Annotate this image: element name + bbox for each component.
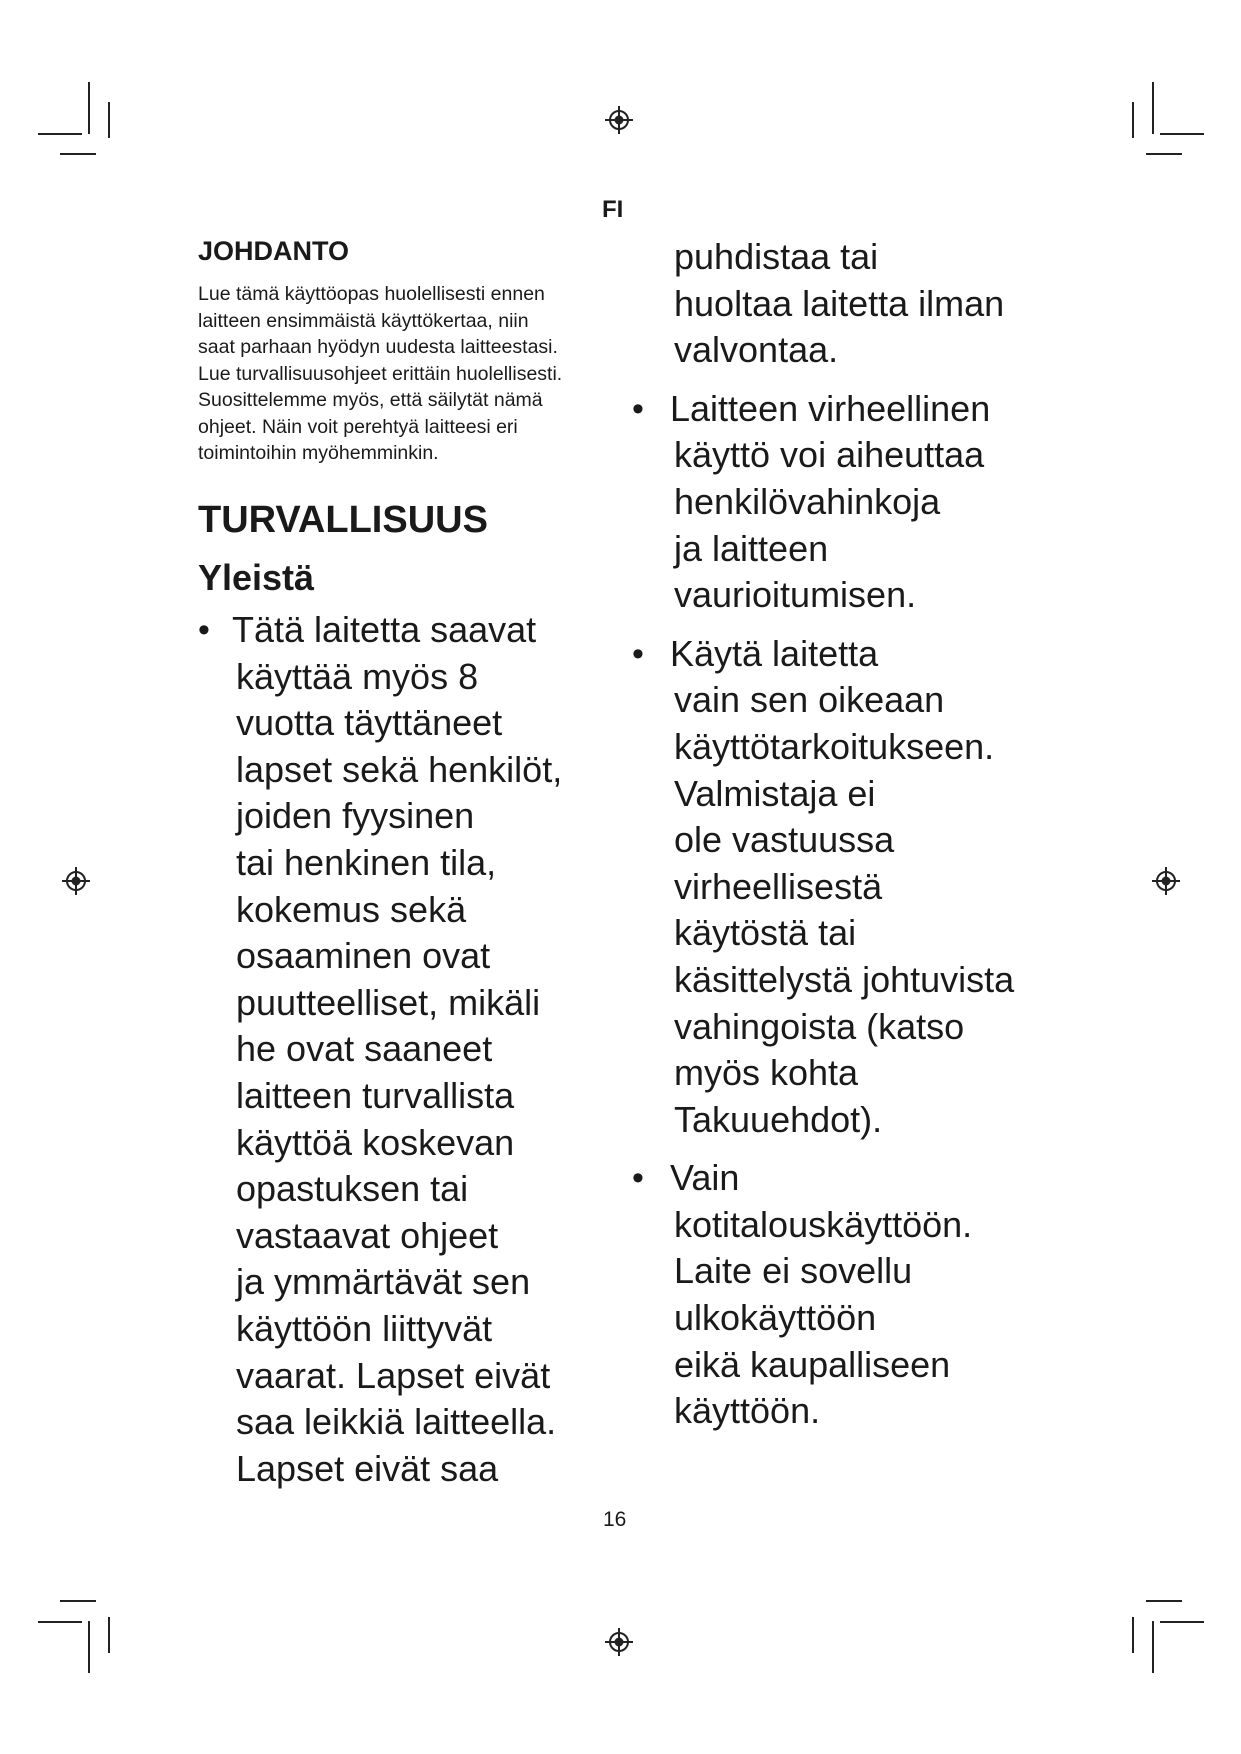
bullet-line: puhdistaa tai — [674, 236, 879, 277]
bullet-line: käyttöä koskevan — [236, 1121, 515, 1163]
bullet-line: vastaavat ohjeet — [236, 1214, 499, 1256]
crop-mark-bl-v2 — [108, 1617, 110, 1653]
bullet-line: huoltaa laitetta ilman — [674, 282, 1005, 324]
bullet-point: • — [198, 611, 210, 649]
crop-mark-bl-h — [60, 1600, 96, 1602]
bullet-line: kokemus sekä — [236, 888, 467, 930]
bullet-line: kotitalouskäyttöön. — [674, 1203, 973, 1245]
bullet-line: valvontaa. — [674, 329, 839, 371]
bullet-item-2 — [632, 386, 1082, 619]
crop-mark-tr-h2 — [1146, 153, 1182, 155]
bullet-line: Käytä laitetta — [670, 632, 879, 674]
registration-mark-icon — [604, 1627, 634, 1657]
bullet-line: lapset sekä henkilöt, — [236, 748, 563, 790]
bullet-line: eikä kaupalliseen — [674, 1343, 951, 1385]
crop-mark-br-h2 — [1160, 1621, 1204, 1623]
intro-line: Suosittelemme myös, että säilytät nämä — [198, 389, 543, 411]
bullet-line: saa leikkiä laitteella. — [236, 1401, 557, 1443]
bullet-line: joiden fyysinen — [236, 795, 475, 837]
bullet-item-4 — [632, 1155, 1082, 1435]
bullet-line: ole vastuussa — [674, 819, 895, 861]
intro-heading: JOHDANTO — [198, 236, 350, 266]
registration-mark-icon — [1151, 866, 1181, 896]
bullet-line: he ovat saaneet — [236, 1028, 493, 1070]
general-subheading: Yleistä — [198, 556, 315, 598]
bullet-point: • — [632, 1159, 644, 1198]
bullet-line: käyttö voi aiheuttaa — [674, 434, 985, 476]
intro-line: laitteen ensimmäistä käyttökertaa, niin — [198, 309, 529, 332]
bullet-line: Tätä laitetta saavat — [232, 609, 537, 650]
bullet-line: laitteen turvallista — [236, 1074, 515, 1116]
crop-mark-tr-v — [1152, 82, 1154, 134]
bullet-line: Vain — [670, 1157, 740, 1199]
registration-mark-icon — [61, 866, 91, 896]
bullet-point: • — [632, 389, 644, 428]
bullet-line: opastuksen tai — [236, 1168, 469, 1210]
right-column — [632, 234, 1082, 1435]
intro-paragraph — [198, 281, 618, 467]
crop-mark-br-v — [1152, 1621, 1154, 1673]
bullet-line: vaarat. Lapset eivät — [236, 1354, 551, 1396]
bullet-line: vahingoista (katso — [674, 1005, 965, 1047]
page-number: 16 — [603, 1508, 627, 1531]
registration-mark-icon — [604, 105, 634, 135]
crop-mark-bl-v — [88, 1621, 90, 1673]
bullet-point: • — [632, 634, 644, 673]
crop-mark-tl-v2 — [108, 102, 110, 138]
crop-mark-tl-h2 — [60, 153, 96, 155]
bullet-line: käyttöön. — [674, 1390, 821, 1432]
intro-line: Lue turvallisuusohjeet erittäin huolellisesti. — [198, 362, 563, 385]
bullet-line: Lapset eivät saa — [236, 1447, 499, 1489]
bullet-line: käytöstä tai — [674, 912, 857, 954]
bullet-line: puutteelliset, mikäli — [236, 981, 541, 1023]
crop-mark-tl-v — [88, 82, 90, 134]
bullet-line: tai henkinen tila, — [236, 841, 497, 883]
intro-line: ohjeet. Näin voit perehtyä laitteesi eri — [198, 415, 518, 438]
bullet-line: ja laitteen — [674, 527, 829, 569]
bullet-item-1-continued — [632, 234, 1082, 374]
bullet-line: henkilövahinkoja — [674, 480, 941, 522]
bullet-line: käsittelystä johtuvista — [674, 958, 1015, 1000]
bullet-item-3 — [632, 631, 1082, 1144]
left-column — [198, 236, 618, 601]
crop-mark-br-h — [1146, 1600, 1182, 1602]
intro-line: Lue tämä käyttöopas huolellisesti ennen — [198, 283, 545, 305]
bullet-line: Laitteen virheellinen — [670, 387, 991, 429]
bullet-line: virheellisestä — [674, 865, 883, 907]
bullet-line: vuotta täyttäneet — [236, 702, 503, 744]
bullet-line: käyttää myös 8 — [236, 655, 479, 697]
crop-mark-br-v2 — [1132, 1617, 1134, 1653]
bullet-line: vain sen oikeaan — [674, 679, 945, 721]
crop-mark-bl-h2 — [38, 1621, 82, 1623]
bullet-line: ja ymmärtävät sen — [236, 1261, 531, 1303]
language-code: FI — [602, 196, 624, 223]
bullet-line: myös kohta — [674, 1052, 859, 1094]
bullet-line: käyttötarkoitukseen. — [674, 725, 995, 767]
intro-line: toimintoihin myöhemminkin. — [198, 442, 439, 464]
bullet-item-1 — [198, 607, 562, 1492]
bullet-line: vaurioitumisen. — [674, 574, 917, 616]
bullet-line: Laite ei sovellu — [674, 1250, 913, 1292]
intro-line: saat parhaan hyödyn uudesta laitteestasi. — [198, 336, 558, 358]
bullet-line: Valmistaja ei — [674, 772, 876, 814]
crop-mark-tr-h — [1160, 133, 1204, 135]
bullet-line: ulkokäyttöön — [674, 1297, 877, 1339]
bullet-line: käyttöön liittyvät — [236, 1307, 493, 1349]
safety-heading: TURVALLISUUS — [198, 498, 488, 541]
crop-mark-tl-h — [38, 133, 82, 135]
bullet-line: Takuuehdot). — [674, 1098, 883, 1140]
crop-mark-tr-v2 — [1132, 102, 1134, 138]
bullet-line: osaaminen ovat — [236, 935, 491, 977]
